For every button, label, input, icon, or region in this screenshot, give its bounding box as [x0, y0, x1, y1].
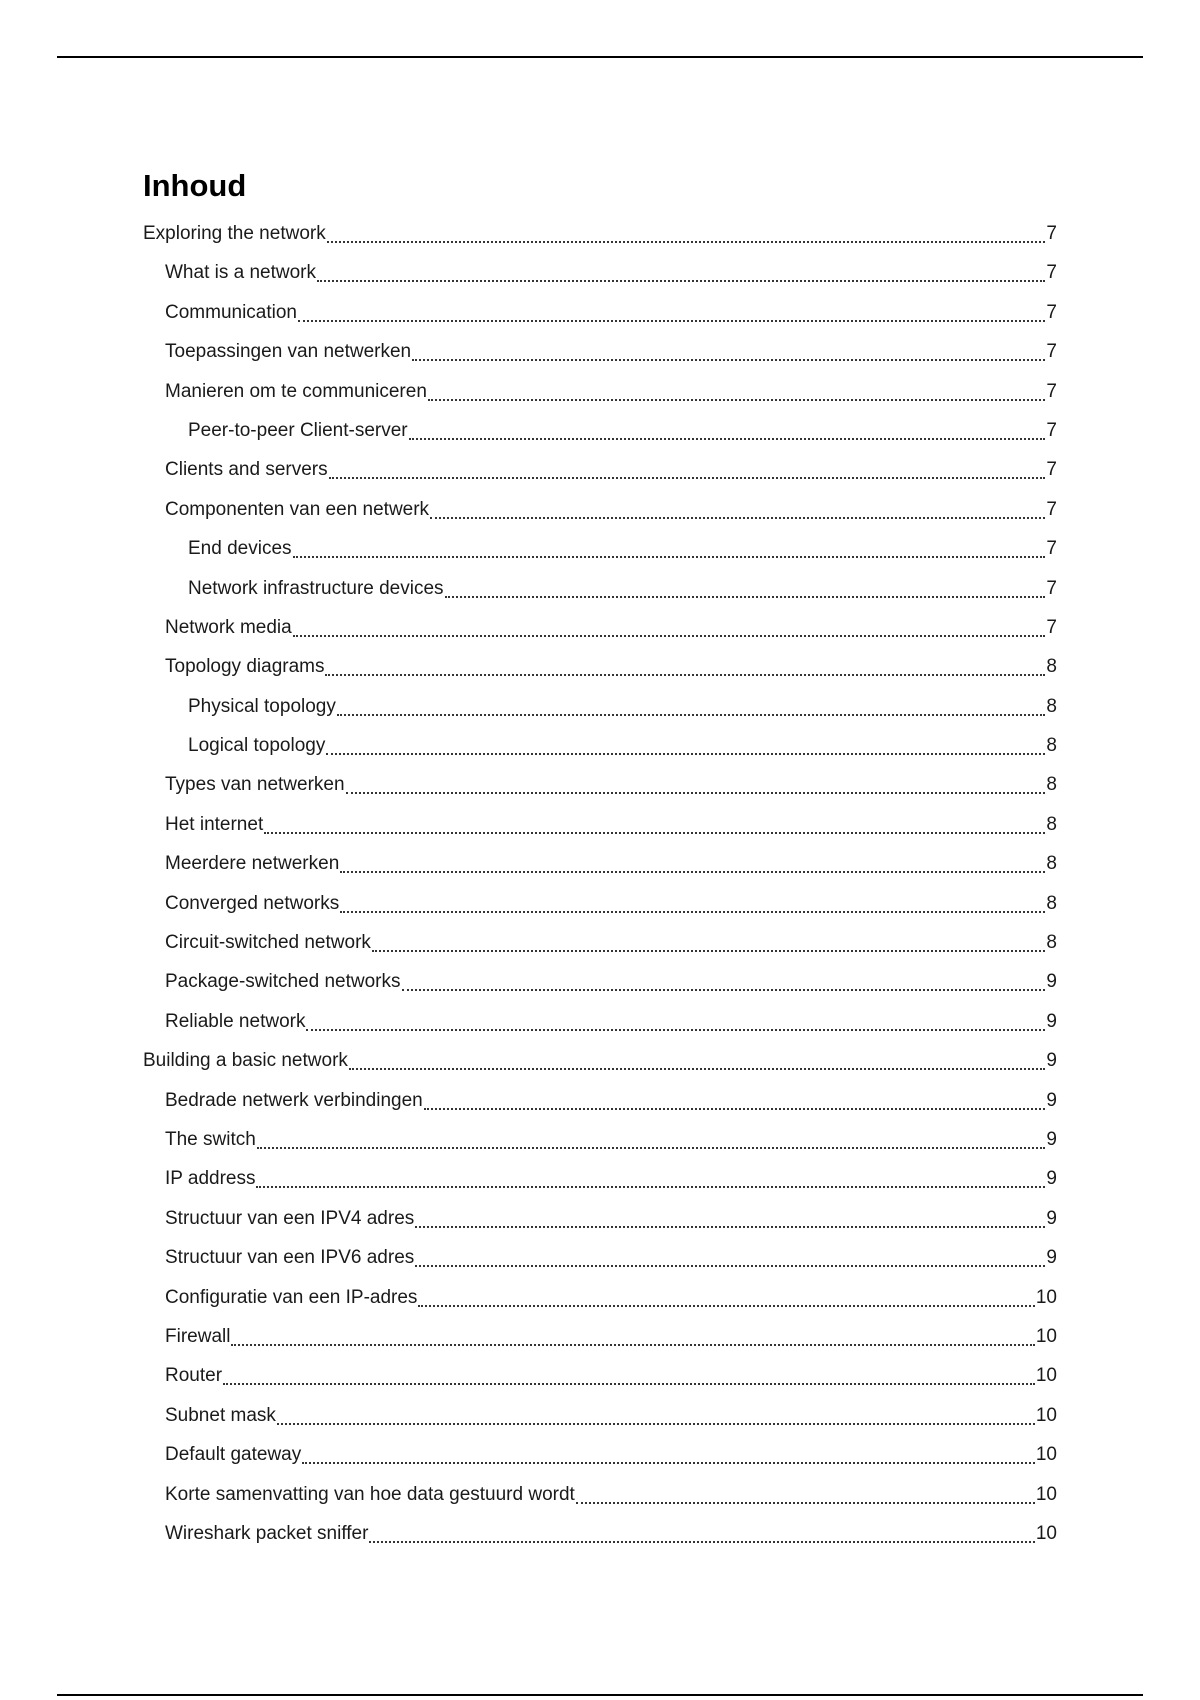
toc-entry-label: Converged networks: [165, 892, 340, 914]
toc-entry[interactable]: [143, 1043, 1057, 1082]
toc-dot-leader: [409, 413, 1046, 440]
toc-dot-leader: [369, 1516, 1034, 1543]
toc-entry[interactable]: [143, 216, 1057, 255]
toc-dot-leader: [326, 728, 1045, 755]
toc-entry-label: Logical topology: [188, 735, 326, 757]
toc-entry-page: 9: [1046, 1010, 1057, 1032]
toc-entry-page: 10: [1035, 1483, 1057, 1505]
toc-dot-leader: [302, 1437, 1035, 1464]
toc-entry-page: 7: [1046, 419, 1057, 441]
header-rule: [57, 56, 1143, 58]
toc-entry[interactable]: [143, 649, 1057, 688]
toc-entry-label: End devices: [188, 538, 292, 560]
toc-entry-page: 7: [1046, 301, 1057, 323]
footer-rule: [57, 1694, 1143, 1696]
toc-entry[interactable]: [143, 767, 1057, 806]
toc-entry-label: IP address: [165, 1168, 256, 1190]
toc-dot-leader: [415, 1201, 1045, 1228]
toc-dot-leader: [576, 1477, 1035, 1504]
toc-entry-page: 7: [1046, 380, 1057, 402]
toc-entry[interactable]: [143, 255, 1057, 294]
toc-entry[interactable]: [143, 1083, 1057, 1122]
toc-entry-label: Network media: [165, 616, 292, 638]
toc-entry[interactable]: [143, 1240, 1057, 1279]
toc-entry-page: 7: [1046, 498, 1057, 520]
toc-entry[interactable]: [143, 452, 1057, 491]
toc-entry-page: 10: [1035, 1325, 1057, 1347]
toc-entry-label: Peer-to-peer Client-server: [188, 419, 408, 441]
toc-dot-leader: [293, 531, 1046, 558]
toc-entry-page: 10: [1035, 1404, 1057, 1426]
toc-entry-page: 10: [1035, 1365, 1057, 1387]
toc-dot-leader: [424, 1083, 1046, 1110]
toc-entry-label: Package-switched networks: [165, 971, 401, 993]
toc-entry[interactable]: [143, 1477, 1057, 1516]
toc-dot-leader: [337, 689, 1046, 716]
toc-dot-leader: [257, 1122, 1046, 1149]
toc-dot-leader: [428, 374, 1046, 401]
toc-dot-leader: [402, 964, 1046, 991]
toc-dot-leader: [329, 452, 1046, 479]
toc-entry[interactable]: [143, 1201, 1057, 1240]
toc-entry-page: 7: [1046, 538, 1057, 560]
toc-entry-page: 8: [1046, 932, 1057, 954]
toc-entry-page: 7: [1046, 341, 1057, 363]
toc-dot-leader: [430, 492, 1045, 519]
toc-entry-label: Componenten van een netwerk: [165, 498, 430, 520]
toc-entry-label: Firewall: [165, 1325, 231, 1347]
toc-entry-label: Structuur van een IPV4 adres: [165, 1207, 415, 1229]
toc-entry-page: 8: [1046, 774, 1057, 796]
toc-entry-label: The switch: [165, 1128, 256, 1150]
toc-entry-label: Communication: [165, 301, 297, 323]
toc-entry-label: Configuratie van een IP-adres: [165, 1286, 418, 1308]
toc-entry[interactable]: [143, 492, 1057, 531]
toc-dot-leader: [340, 846, 1045, 873]
toc-entry-page: 8: [1046, 735, 1057, 757]
toc-entry-page: 8: [1046, 695, 1057, 717]
toc-entry[interactable]: [143, 1280, 1057, 1319]
toc-entry-label: Network infrastructure devices: [188, 577, 444, 599]
toc-dot-leader: [317, 255, 1045, 282]
toc-entry-label: Het internet: [165, 813, 264, 835]
toc-dot-leader: [418, 1280, 1034, 1307]
toc-entry-label: Exploring the network: [143, 223, 326, 244]
toc-dot-leader: [256, 1161, 1045, 1188]
toc-entry[interactable]: [143, 964, 1057, 1003]
toc-entry[interactable]: [143, 1516, 1057, 1555]
toc-entry-label: Physical topology: [188, 695, 336, 717]
toc-entry-label: Subnet mask: [165, 1404, 276, 1426]
toc-entry-page: 10: [1035, 1522, 1057, 1544]
toc-entry[interactable]: [143, 925, 1057, 964]
toc-dot-leader: [293, 610, 1046, 637]
toc-entry[interactable]: [143, 689, 1057, 728]
toc-dot-leader: [415, 1240, 1045, 1267]
toc-entry-page: 8: [1046, 813, 1057, 835]
toc-entry-label: Building a basic network: [143, 1050, 348, 1072]
toc-entry-label: Topology diagrams: [165, 656, 325, 678]
toc-entry[interactable]: [143, 571, 1057, 610]
toc-dot-leader: [223, 1358, 1035, 1385]
toc-entry[interactable]: [143, 846, 1057, 885]
toc-entry-page: 8: [1046, 892, 1057, 914]
toc-entry[interactable]: [143, 413, 1057, 452]
toc-entry[interactable]: [143, 1437, 1057, 1476]
toc-entry[interactable]: [143, 1319, 1057, 1358]
toc-entry[interactable]: [143, 295, 1057, 334]
toc-entry[interactable]: [143, 807, 1057, 846]
page-title: Inhoud: [143, 168, 247, 203]
toc-dot-leader: [327, 216, 1046, 243]
toc-entry-page: 7: [1046, 262, 1057, 284]
toc-entry-page: 8: [1046, 656, 1057, 678]
toc-entry-page: 9: [1046, 1207, 1057, 1229]
toc-entry-label: Bedrade netwerk verbindingen: [165, 1089, 423, 1111]
toc-entry-label: Meerdere netwerken: [165, 853, 340, 875]
toc-entry-label: Korte samenvatting van hoe data gestuurd wordt: [165, 1483, 575, 1505]
toc-entry[interactable]: [143, 610, 1057, 649]
toc-dot-leader: [340, 886, 1045, 913]
toc-dot-leader: [349, 1043, 1046, 1070]
toc-dot-leader: [277, 1398, 1035, 1425]
toc-entry-label: Circuit-switched network: [165, 932, 371, 954]
toc-entry-page: 7: [1046, 459, 1057, 481]
toc-entry-label: Toepassingen van netwerken: [165, 341, 412, 363]
toc-entry-page: 9: [1046, 1089, 1057, 1111]
toc-entry-page: 8: [1046, 853, 1057, 875]
toc-dot-leader: [231, 1319, 1034, 1346]
toc-dot-leader: [264, 807, 1045, 834]
toc-entry-page: 9: [1046, 1247, 1057, 1269]
toc-entry[interactable]: [143, 728, 1057, 767]
toc-entry-label: Types van netwerken: [165, 774, 345, 796]
toc-dot-leader: [412, 334, 1045, 361]
toc-entry-page: 10: [1035, 1286, 1057, 1308]
toc-entry-page: 7: [1046, 616, 1057, 638]
toc-entry-label: Wireshark packet sniffer: [165, 1522, 369, 1544]
toc-entry-page: 7: [1046, 223, 1057, 244]
toc-entry[interactable]: [143, 531, 1057, 570]
toc-entry[interactable]: [143, 1358, 1057, 1397]
toc-entry[interactable]: [143, 374, 1057, 413]
toc-dot-leader: [372, 925, 1046, 952]
toc-entry-label: What is a network: [165, 262, 316, 284]
toc-dot-leader: [325, 649, 1045, 676]
toc-entry[interactable]: [143, 886, 1057, 925]
toc-entry[interactable]: [143, 1398, 1057, 1437]
toc-dot-leader: [306, 1004, 1045, 1031]
toc-entry-label: Structuur van een IPV6 adres: [165, 1247, 415, 1269]
toc-entry-label: Manieren om te communiceren: [165, 380, 427, 402]
toc-entry-label: Default gateway: [165, 1444, 302, 1466]
toc-entry[interactable]: [143, 1122, 1057, 1161]
table-of-contents: [143, 216, 1057, 1555]
toc-entry[interactable]: [143, 1161, 1057, 1200]
toc-entry-page: 7: [1046, 577, 1057, 599]
toc-dot-leader: [346, 767, 1046, 794]
toc-entry-page: 10: [1035, 1444, 1057, 1466]
toc-entry-page: 9: [1046, 1050, 1057, 1072]
toc-entry[interactable]: [143, 334, 1057, 373]
toc-entry[interactable]: [143, 1004, 1057, 1043]
toc-entry-page: 9: [1046, 1128, 1057, 1150]
toc-entry-label: Reliable network: [165, 1010, 306, 1032]
toc-dot-leader: [445, 571, 1046, 598]
toc-entry-page: 9: [1046, 971, 1057, 993]
toc-entry-label: Router: [165, 1365, 223, 1387]
toc-entry-page: 9: [1046, 1168, 1057, 1190]
toc-dot-leader: [298, 295, 1045, 322]
toc-entry-label: Clients and servers: [165, 459, 328, 481]
